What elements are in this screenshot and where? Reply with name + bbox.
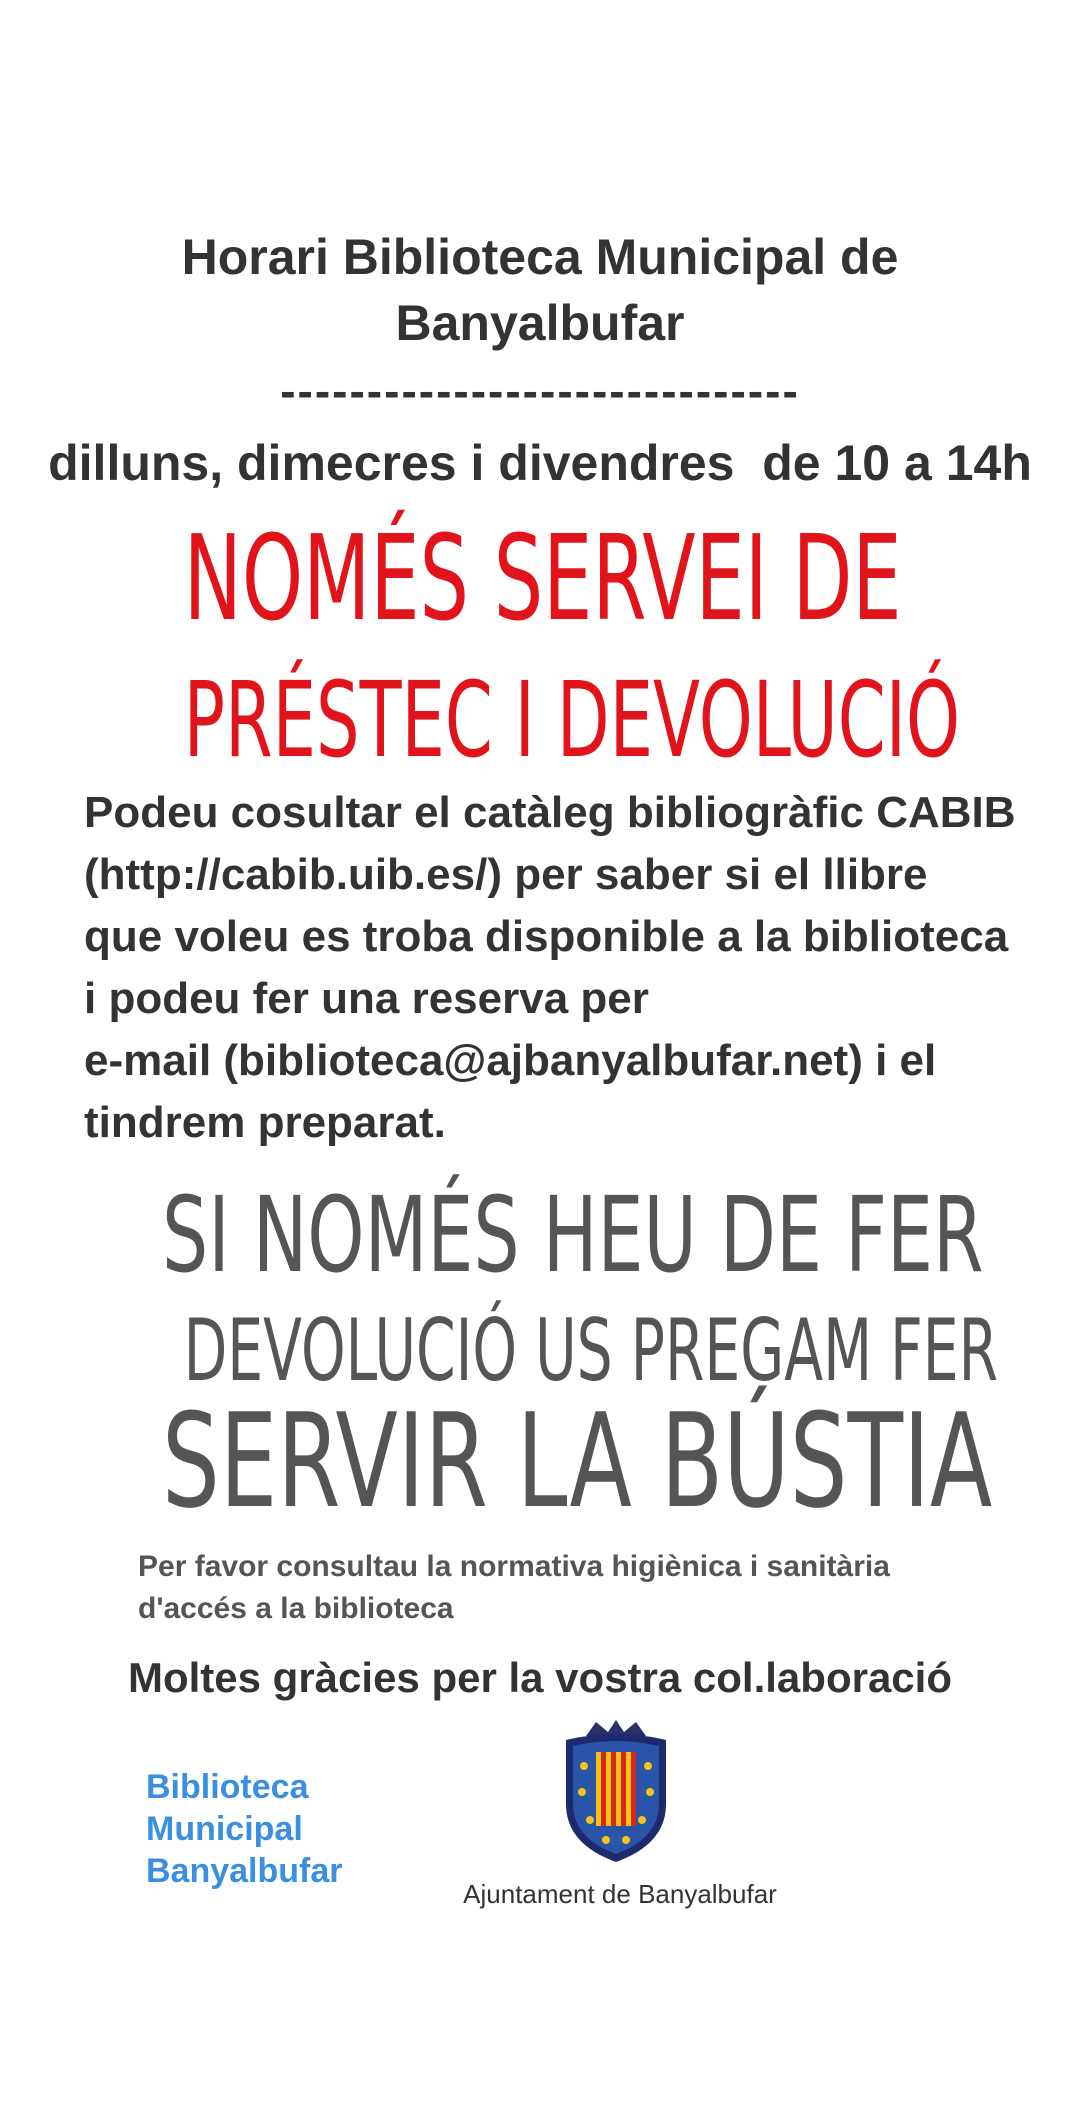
town-coat-of-arms-icon — [556, 1716, 676, 1866]
hygiene-notice-line-2: d'accés a la biblioteca — [138, 1592, 454, 1625]
return-notice-line-2: DEVOLUCIÓ US PREGAM FER — [183, 1301, 999, 1401]
catalog-instructions-line: que voleu es troba disponible a la biblioteca — [84, 912, 1009, 961]
return-notice-line-1: SI NOMÉS HEU DE FER — [162, 1174, 984, 1296]
library-signature-line-2: Municipal — [146, 1810, 303, 1848]
dash-separator: ------------------------------ — [280, 365, 800, 417]
loan-only-notice-line-2: PRÉSTEC I DEVOLUCIÓ — [183, 659, 960, 781]
catalog-instructions-line: tindrem preparat. — [84, 1098, 446, 1147]
page-title-line-1: Horari Biblioteca Municipal de — [181, 229, 899, 285]
opening-hours: dilluns, dimecres i divendres de 10 a 14h — [48, 435, 1032, 491]
catalog-instructions-line: (http://cabib.uib.es/) per saber si el llibre — [84, 850, 928, 899]
catalog-instructions-line: Podeu cosultar el catàleg bibliogràfic CABIB — [84, 788, 1016, 837]
town-hall-caption: Ajuntament de Banyalbufar — [463, 1879, 777, 1909]
loan-only-notice-line-1: NOMÉS SERVEI DE — [183, 509, 902, 647]
library-signature — [146, 1766, 406, 1892]
catalog-instructions-line: e-mail (biblioteca@ajbanyalbufar.net) i el — [84, 1036, 937, 1085]
page-title-line-2: Banyalbufar — [395, 295, 685, 351]
hygiene-notice-line-1: Per favor consultau la normativa higiènica i sanitària — [138, 1550, 890, 1583]
hygiene-notice — [138, 1546, 998, 1630]
library-signature-line-3: Banyalbufar — [146, 1852, 343, 1890]
catalog-instructions — [84, 782, 1074, 1154]
return-notice-line-3: SERVIR LA BÚSTIA — [162, 1385, 993, 1537]
library-signature-line-1: Biblioteca — [146, 1768, 309, 1806]
catalog-instructions-line: i podeu fer una reserva per — [84, 974, 649, 1023]
thanks-message: Moltes gràcies per la vostra col.laboració — [128, 1654, 952, 1701]
